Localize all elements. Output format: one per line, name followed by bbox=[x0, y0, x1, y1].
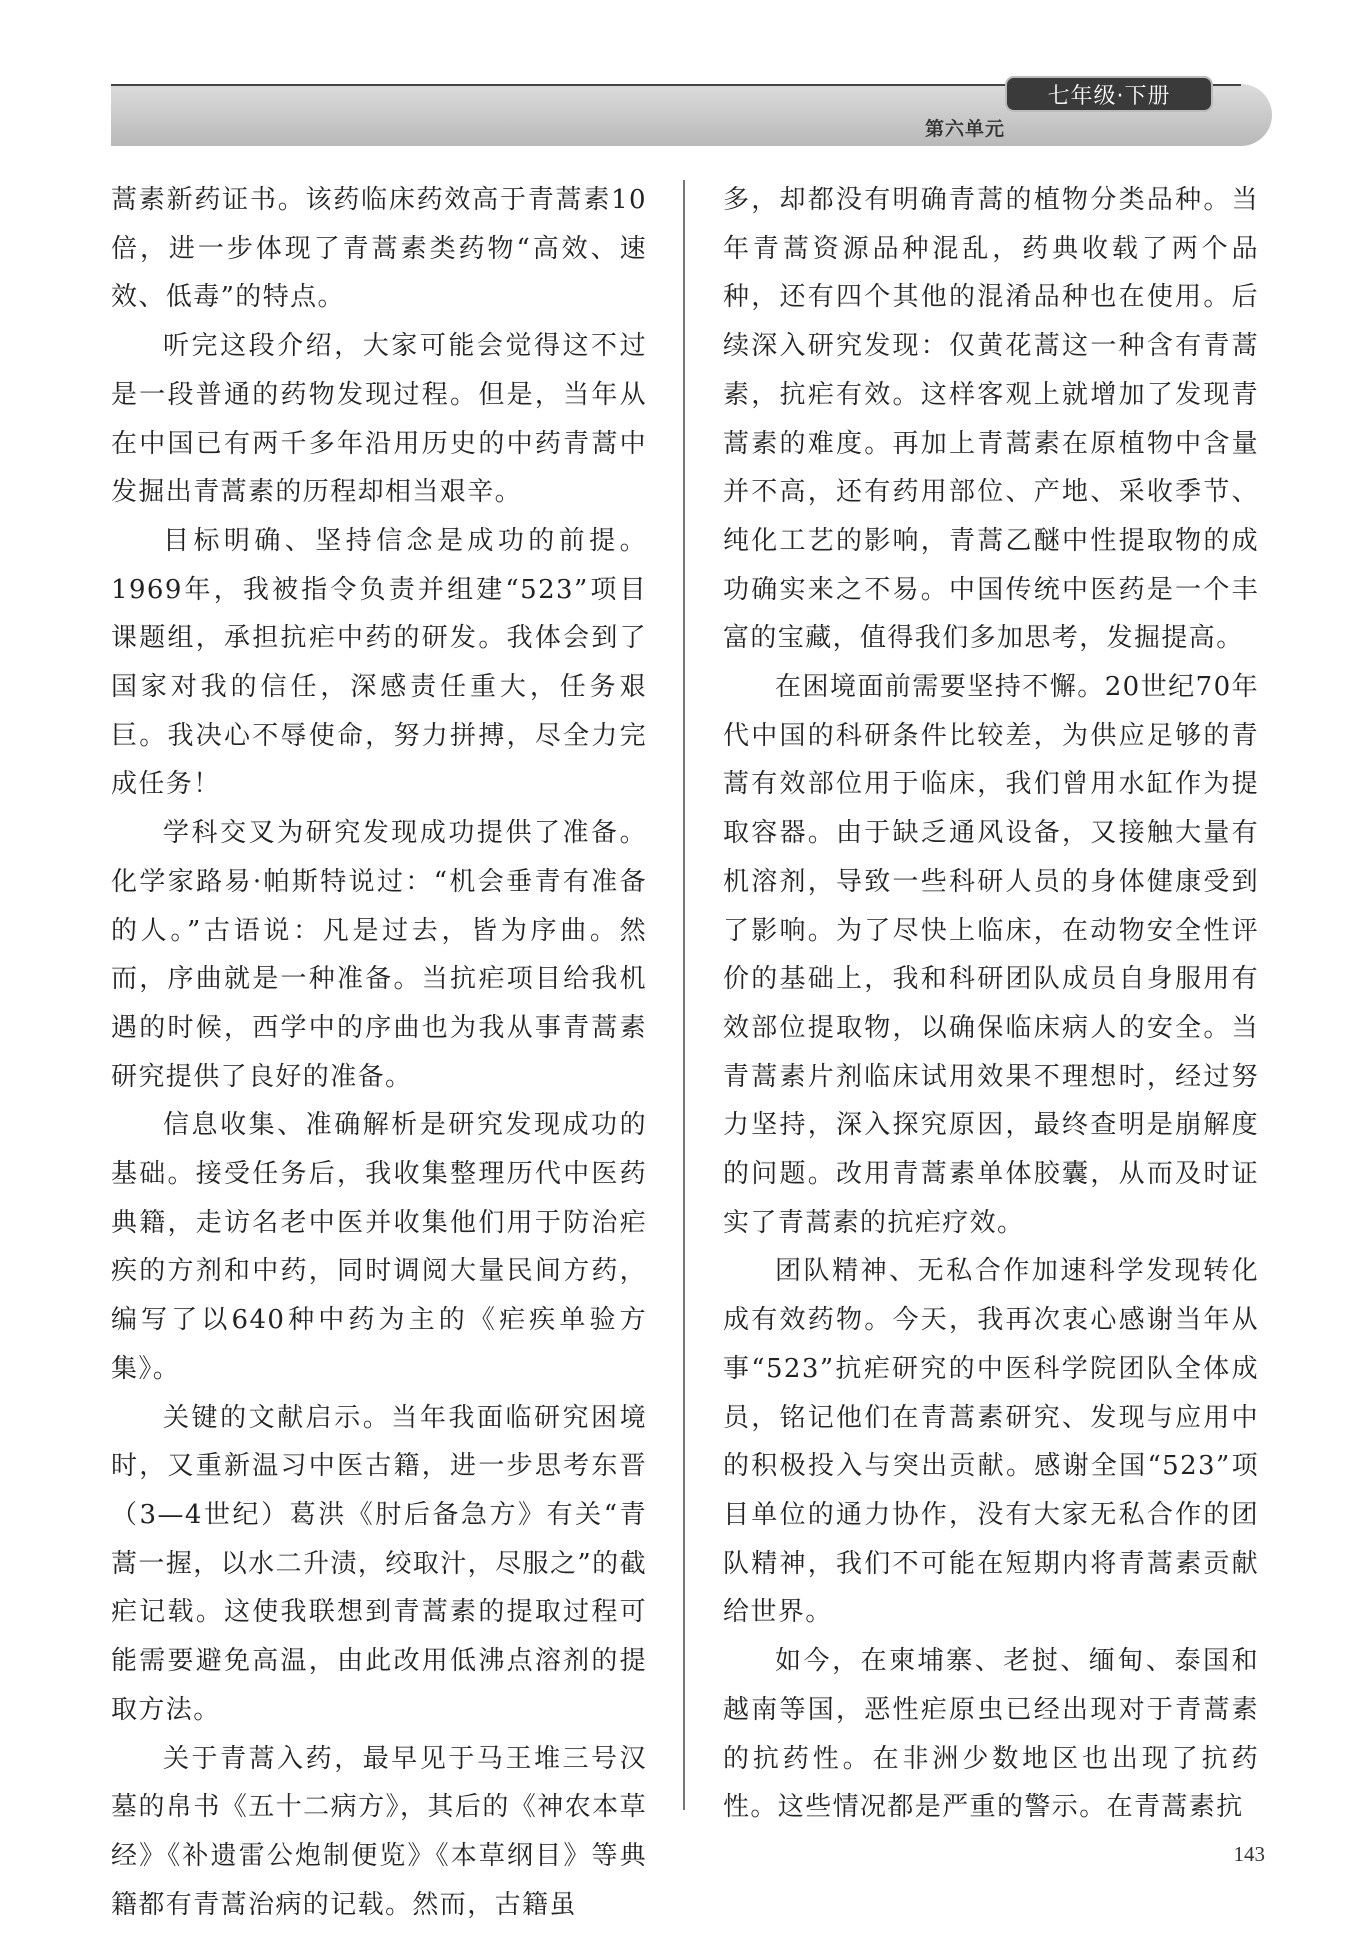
left-paragraph-7: 关于青蒿入药，最早见于马王堆三号汉墓的帛书《五十二病方》，其后的《神农本草经》《补遗雷公炮制便览》《本草纲目》等典籍都有青蒿治病的记载。然而，古籍虽 bbox=[111, 1743, 647, 1920]
grade-badge: 七年级·下册 bbox=[1005, 76, 1213, 112]
right-paragraph-3: 团队精神、无私合作加速科学发现转化成有效药物。今天，我再次衷心感谢当年从事“523”抗疟研究的中医科学院团队全体成员，铭记他们在青蒿素研究、发现与应用中的积极投入与突出贡献。感谢全国“523”项目单位的通力协作，没有大家无私合作的团队精神，我们不可能在短期内将青蒿素贡献给世界。 bbox=[723, 1256, 1259, 1628]
right-paragraph-1: 多，却都没有明确青蒿的植物分类品种。当年青蒿资源品种混乱，药典收载了两个品种，还有四个其他的混淆品种也在使用。后续深入研究发现：仅黄花蒿这一种含有青蒿素，抗疟有效。这样客观上就增加了发现青蒿素的难度。再加上青蒿素在原植物中含量并不高，还有药用部位、产地、采收季节、纯化工艺的影响，青蒿乙醚中性提取物的成功确实来之不易。中国传统中医药是一个丰富的宝藏，值得我们多加思考，发掘提高。 bbox=[723, 185, 1259, 654]
right-paragraph-4: 如今，在柬埔寨、老挝、缅甸、泰国和越南等国，恶性疟原虫已经出现对于青蒿素的抗药性。在非洲少数地区也出现了抗药性。这些情况都是严重的警示。在青蒿素抗 bbox=[723, 1646, 1259, 1823]
column-divider bbox=[683, 180, 685, 1810]
left-paragraph-4: 学科交叉为研究发现成功提供了准备。化学家路易·帕斯特说过：“机会垂青有准备的人。”古语说：凡是过去，皆为序曲。然而，序曲就是一种准备。当抗疟项目给我机遇的时候，西学中的序曲也为我从事青蒿素研究提供了良好的准备。 bbox=[111, 818, 647, 1092]
right-paragraph-2: 在困境面前需要坚持不懈。20世纪70年代中国的科研条件比较差，为供应足够的青蒿有效部位用于临床，我们曾用水缸作为提取容器。由于缺乏通风设备，又接触大量有机溶剂，导致一些科研人员的身体健康受到了影响。为了尽快上临床，在动物安全性评价的基础上，我和科研团队成员自身服用有效部位提取物，以确保临床病人的安全。当青蒿素片剂临床试用效果不理想时，经过努力坚持，深入探究原因，最终查明是崩解度的问题。改用青蒿素单体胶囊，从而及时证实了青蒿素的抗疟疗效。 bbox=[723, 672, 1259, 1238]
left-paragraph-1: 蒿素新药证书。该药临床药效高于青蒿素10倍，进一步体现了青蒿素类药物“高效、速效、低毒”的特点。 bbox=[111, 185, 647, 313]
right-column bbox=[723, 176, 1259, 1832]
left-paragraph-5: 信息收集、准确解析是研究发现成功的基础。接受任务后，我收集整理历代中医药典籍，走访名老中医并收集他们用于防治疟疾的方剂和中药，同时调阅大量民间方药，编写了以640种中药为主的《疟疾单验方集》。 bbox=[111, 1110, 647, 1384]
unit-label: 第六单元 bbox=[924, 118, 1005, 140]
left-column bbox=[111, 176, 647, 1929]
left-paragraph-2: 听完这段介绍，大家可能会觉得这不过是一段普通的药物发现过程。但是，当年从在中国已有两千多年沿用历史的中药青蒿中发掘出青蒿素的历程却相当艰辛。 bbox=[111, 331, 647, 508]
page-number: 143 bbox=[1233, 1842, 1265, 1866]
left-paragraph-3: 目标明确、坚持信念是成功的前提。1969年，我被指令负责并组建“523”项目课题组，承担抗疟中药的研发。我体会到了国家对我的信任，深感责任重大，任务艰巨。我决心不辱使命，努力拼搏，尽全力完成任务！ bbox=[111, 525, 647, 800]
left-paragraph-6: 关键的文献启示。当年我面临研究困境时，又重新温习中医古籍，进一步思考东晋（3—4世纪）葛洪《肘后备急方》有关“青蒿一握，以水二升渍，绞取汁，尽服之”的截疟记载。这使我联想到青蒿素的提取过程可能需要避免高温，由此改用低沸点溶剂的提取方法。 bbox=[111, 1402, 647, 1725]
